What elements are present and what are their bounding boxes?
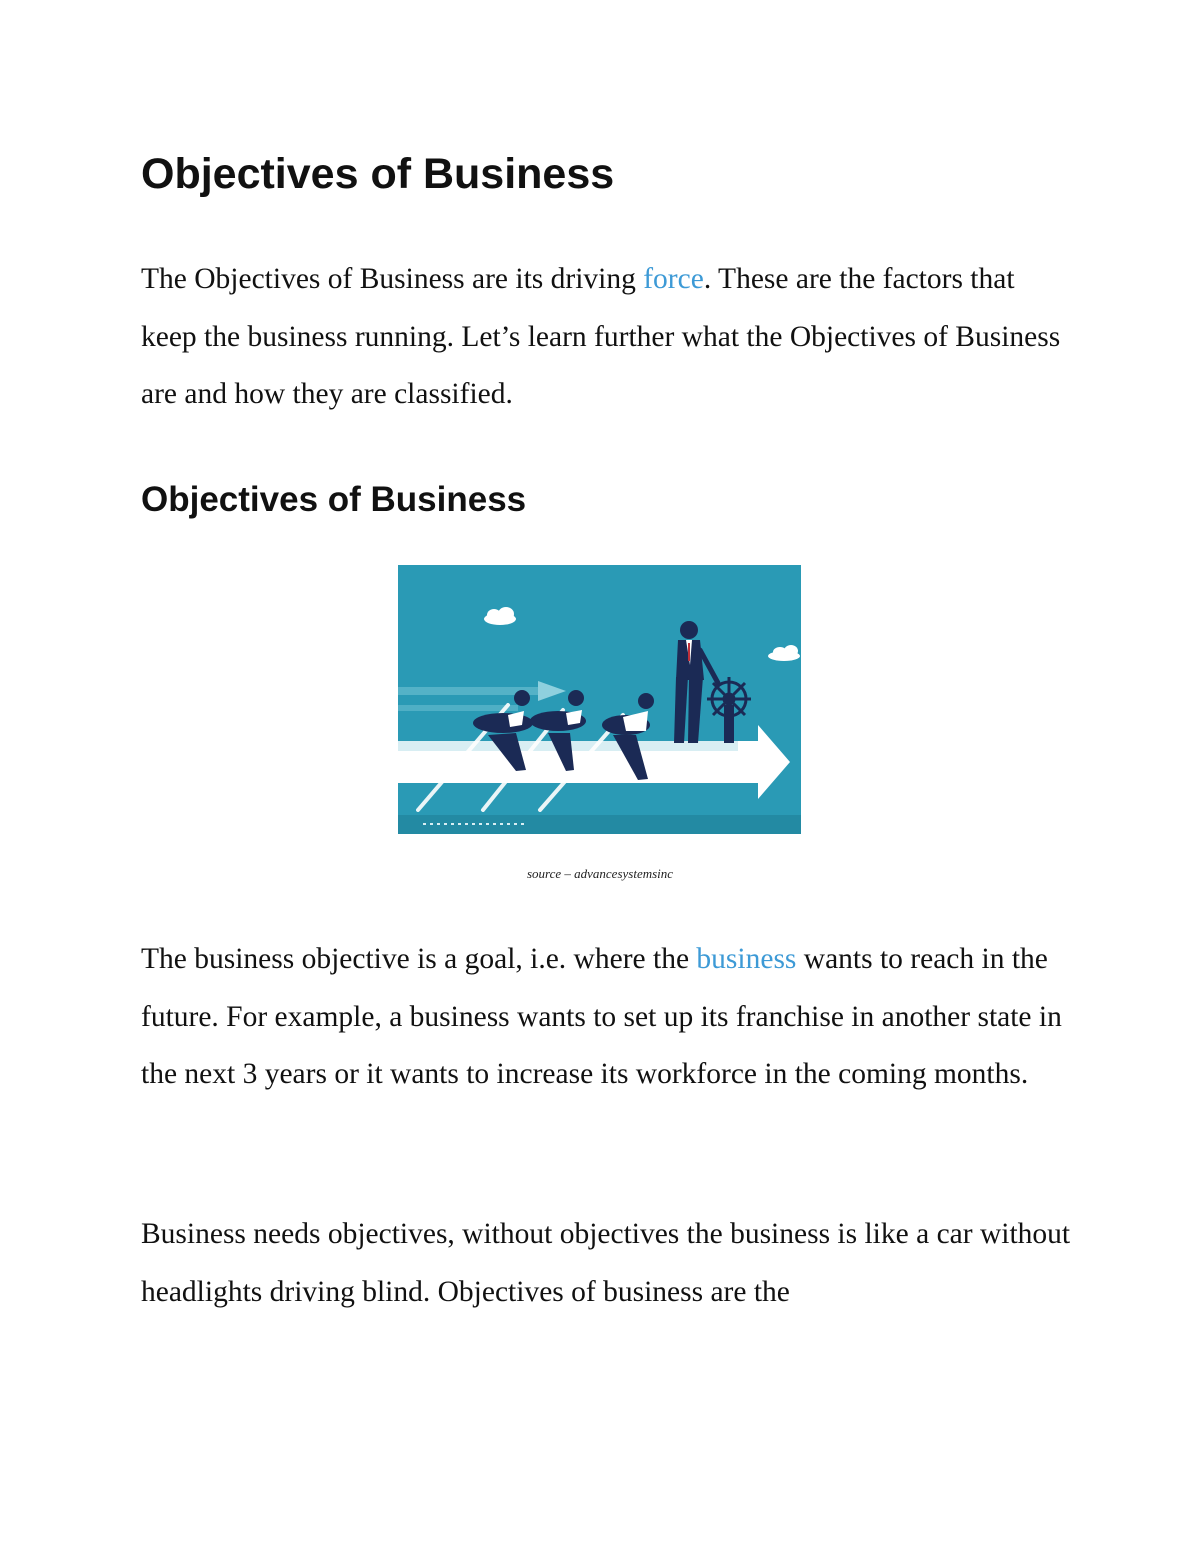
goal-text-start: The business objective is a goal, i.e. where the [141, 943, 697, 975]
goal-paragraph [141, 931, 1071, 1104]
business-link[interactable]: business [696, 943, 797, 975]
section-heading: Objectives of Business [141, 480, 527, 519]
intro-paragraph [141, 251, 1071, 424]
business-illustration [398, 565, 801, 834]
ship-wheel-icon [707, 677, 751, 721]
needs-paragraph: Business needs objectives, without objectives the business is like a car without headlights driving blind. Objectives of business are the [141, 1218, 1071, 1308]
goal-text-end: wants to reach in the future. For example, a business wants to set up its franchise in another state in the next 3 years or it wants to increase its workforce in the coming months. [141, 943, 1062, 1090]
figure-caption: source – advancesystemsinc [526, 866, 674, 881]
page-title: Objectives of Business [141, 150, 615, 198]
intro-text-start: The Objectives of Business are its driving [141, 263, 644, 295]
intro-text-end: . These are the factors that keep the business running. Let’s learn further what the Objectives of Business are and how they are classified. [141, 263, 1061, 410]
force-link[interactable]: force [643, 263, 704, 295]
rowing-team-illustration [398, 565, 801, 834]
